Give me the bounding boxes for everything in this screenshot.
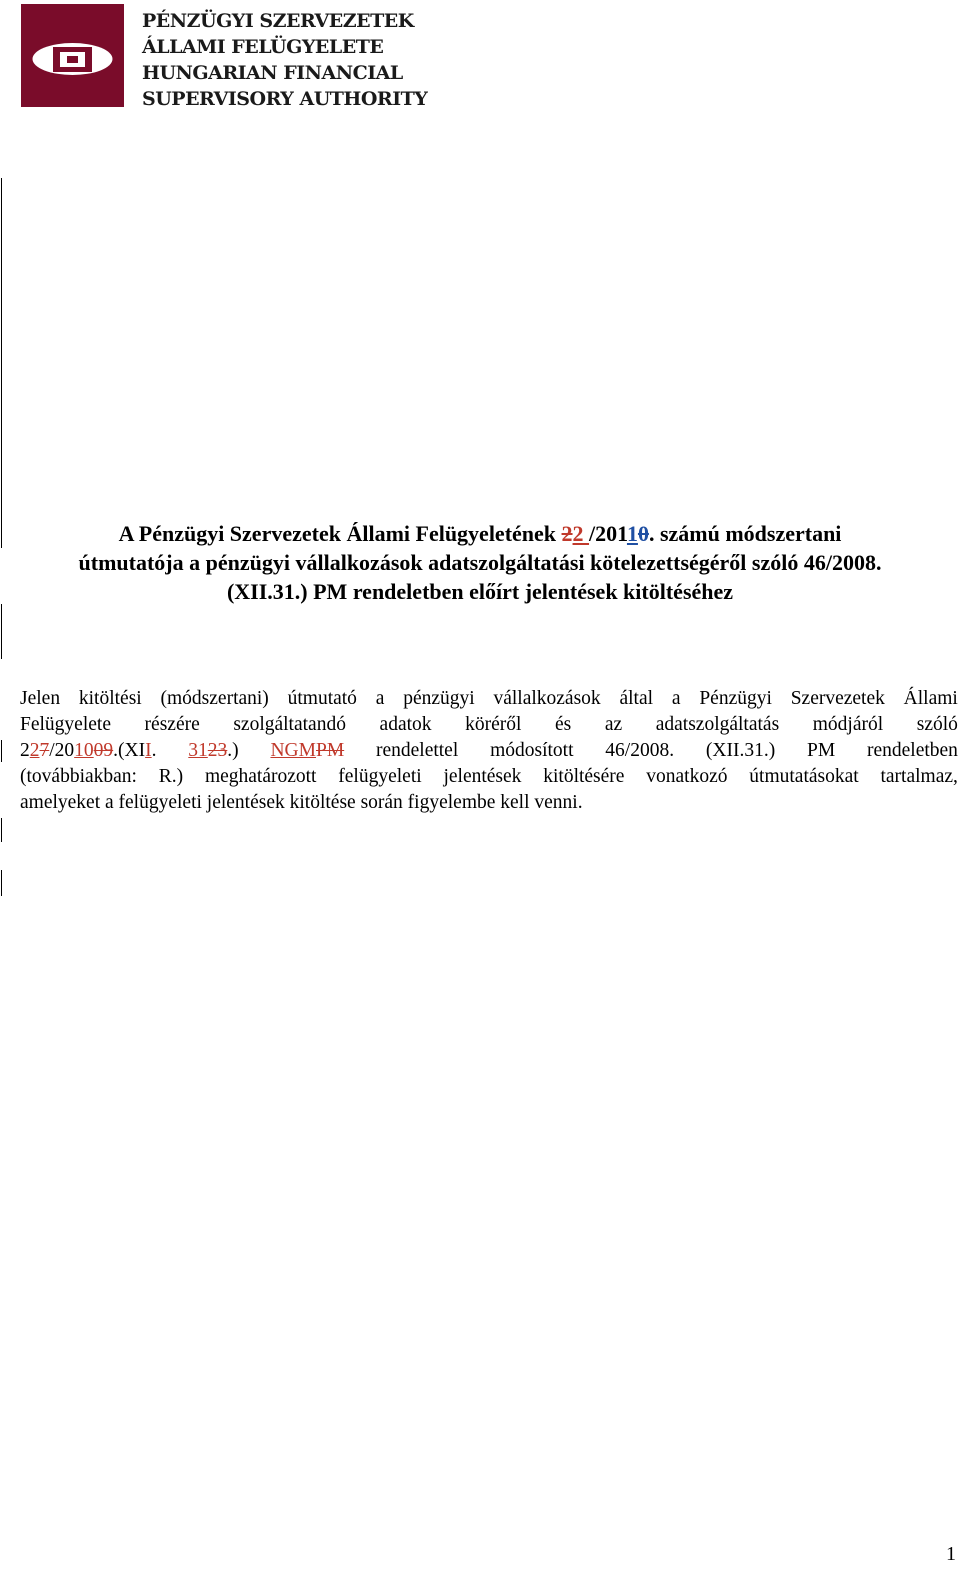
word: R.)	[158, 766, 184, 787]
word: szóló	[916, 714, 958, 735]
word: a	[671, 688, 681, 709]
word: köréről	[465, 714, 522, 735]
word: kitöltési	[78, 688, 142, 709]
org-line: SUPERVISORY AUTHORITY	[142, 88, 428, 110]
document-title	[20, 519, 940, 606]
word: pénzügyi	[403, 688, 475, 709]
decree-reference	[20, 738, 157, 764]
word: adatok	[379, 714, 432, 735]
word: (továbbiakban:	[20, 766, 137, 787]
word: útmutatásokat	[749, 766, 859, 787]
paragraph-line: amelyeket a felügyeleti jelentések kitöltése során figyelembe kell venni.	[20, 792, 583, 813]
word: jelentések	[443, 766, 522, 787]
word: Állami	[903, 688, 958, 709]
word: rendeletben	[866, 740, 958, 761]
word: .(XI	[113, 740, 146, 761]
word: szolgáltatandó	[233, 714, 346, 735]
word: .	[151, 740, 157, 761]
inserted-text: 10	[74, 740, 94, 761]
word: kitöltésére	[543, 766, 625, 787]
inserted-text: 2	[29, 740, 40, 761]
word: /20	[49, 740, 75, 761]
deleted-text: 23	[207, 740, 228, 761]
word: meghatározott	[204, 766, 317, 787]
word: felügyeleti	[338, 766, 422, 787]
title-text: . számú módszertani	[648, 521, 842, 546]
inserted-text: 1	[626, 521, 638, 546]
word: útmutató	[287, 688, 357, 709]
change-bar	[1, 178, 2, 548]
word: Pénzügyi	[699, 688, 772, 709]
word: tartalmaz,	[880, 766, 958, 787]
inserted-text: 31	[188, 740, 208, 761]
change-bar	[1, 740, 2, 762]
deleted-text: 09	[93, 740, 114, 761]
word: .)	[227, 740, 239, 761]
title-text: A Pénzügyi Szervezetek Állami Felügyeletének	[118, 521, 562, 546]
organization-name	[142, 8, 427, 112]
inserted-text: 2	[572, 521, 590, 546]
word: rendelettel	[375, 740, 459, 761]
paragraph-line	[20, 738, 958, 764]
hfsa-emblem-icon	[21, 4, 124, 107]
word: módjáról	[812, 714, 884, 735]
body-paragraph	[20, 686, 958, 816]
word: adatszolgáltatás	[655, 714, 780, 735]
word: Felügyelete	[20, 714, 111, 735]
word: (XII.31.)	[705, 740, 776, 761]
title-text: /201	[589, 521, 627, 546]
word: által	[619, 688, 654, 709]
word: Szervezetek	[790, 688, 885, 709]
ministry-reference	[270, 738, 344, 764]
word: 46/2008.	[605, 740, 675, 761]
word: 2	[20, 740, 30, 761]
title-line: (XII.31.) PM rendeletben előírt jelentések kitöltéséhez	[226, 579, 734, 604]
change-bar	[1, 870, 2, 896]
word: az	[604, 714, 623, 735]
inserted-text: I	[145, 740, 152, 761]
change-bar	[1, 818, 2, 842]
word: vonatkozó	[646, 766, 728, 787]
paragraph-line	[20, 686, 958, 712]
paragraph-line	[20, 712, 958, 738]
word: Jelen	[20, 688, 61, 709]
title-line	[20, 519, 940, 548]
word: módosított	[490, 740, 574, 761]
word: részére	[144, 714, 200, 735]
deleted-text: 7	[39, 740, 50, 761]
inserted-text: NGM	[270, 740, 316, 761]
word: (módszertani)	[160, 688, 269, 709]
org-line: PÉNZÜGYI SZERVEZETEK	[142, 10, 414, 32]
word: és	[555, 714, 572, 735]
org-line: HUNGARIAN FINANCIAL	[142, 62, 403, 84]
deleted-text: 2	[561, 521, 573, 546]
paragraph-line	[20, 764, 958, 790]
deleted-text: PM	[315, 740, 345, 761]
word: a	[375, 688, 385, 709]
word: PM	[807, 740, 836, 761]
hfsa-logo	[21, 4, 124, 107]
title-line: útmutatója a pénzügyi vállalkozások adatszolgáltatási kötelezettségéről szóló 46/2008.	[78, 550, 882, 575]
decree-date	[188, 738, 238, 764]
change-bar	[1, 604, 2, 659]
org-line: ÁLLAMI FELÜGYELETE	[142, 36, 384, 58]
deleted-text: 0	[637, 521, 649, 546]
page-number: 1	[946, 1543, 956, 1565]
word: vállalkozások	[493, 688, 601, 709]
